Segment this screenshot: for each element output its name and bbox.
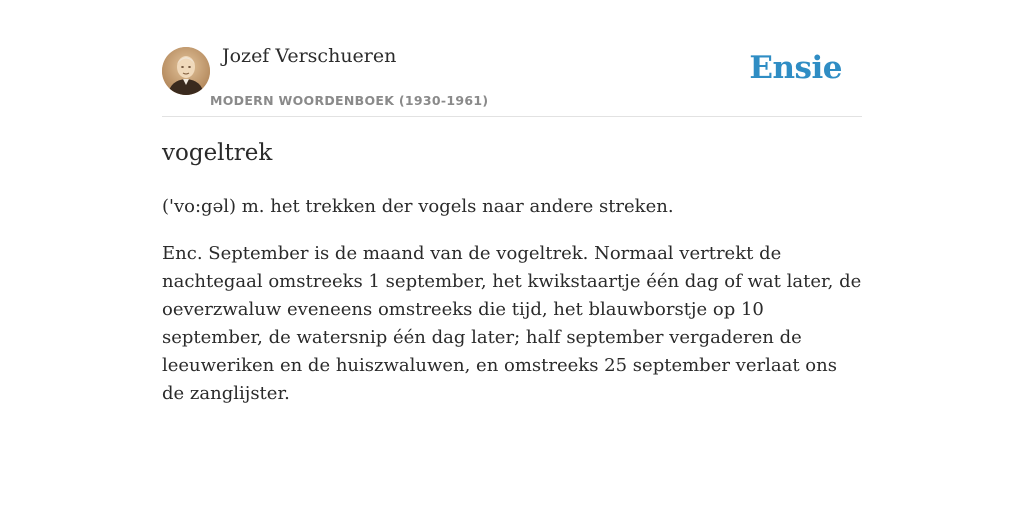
entry-card <box>162 0 862 512</box>
entry-encyclopedic-text: Enc. September is de maand van de vogeltrek. Normaal vertrekt de nachtegaal omstreeks 1 september, het kwikstaartje één dag of wat later, de oeverzwaluw eveneens omstreeks die tijd, het blauwborstje op 10 september, de watersnip één dag later; half september vergaderen de leeuweriken en de huiszwaluwen, en omstreeks 25 september verlaat ons de zanglijster. <box>162 243 862 404</box>
ensie-logo[interactable]: Ensie <box>749 50 842 86</box>
entry-term: vogeltrek <box>162 140 273 166</box>
author-portrait-image <box>162 47 210 95</box>
author-name[interactable]: Jozef Verschueren <box>222 45 397 67</box>
entry-definition: ('vo:gəl) m. het trekken der vogels naar andere streken. <box>162 196 674 217</box>
author-avatar[interactable] <box>162 47 210 95</box>
source-label[interactable]: MODERN WOORDENBOEK (1930-1961) <box>210 93 489 108</box>
entry-header <box>162 0 862 117</box>
